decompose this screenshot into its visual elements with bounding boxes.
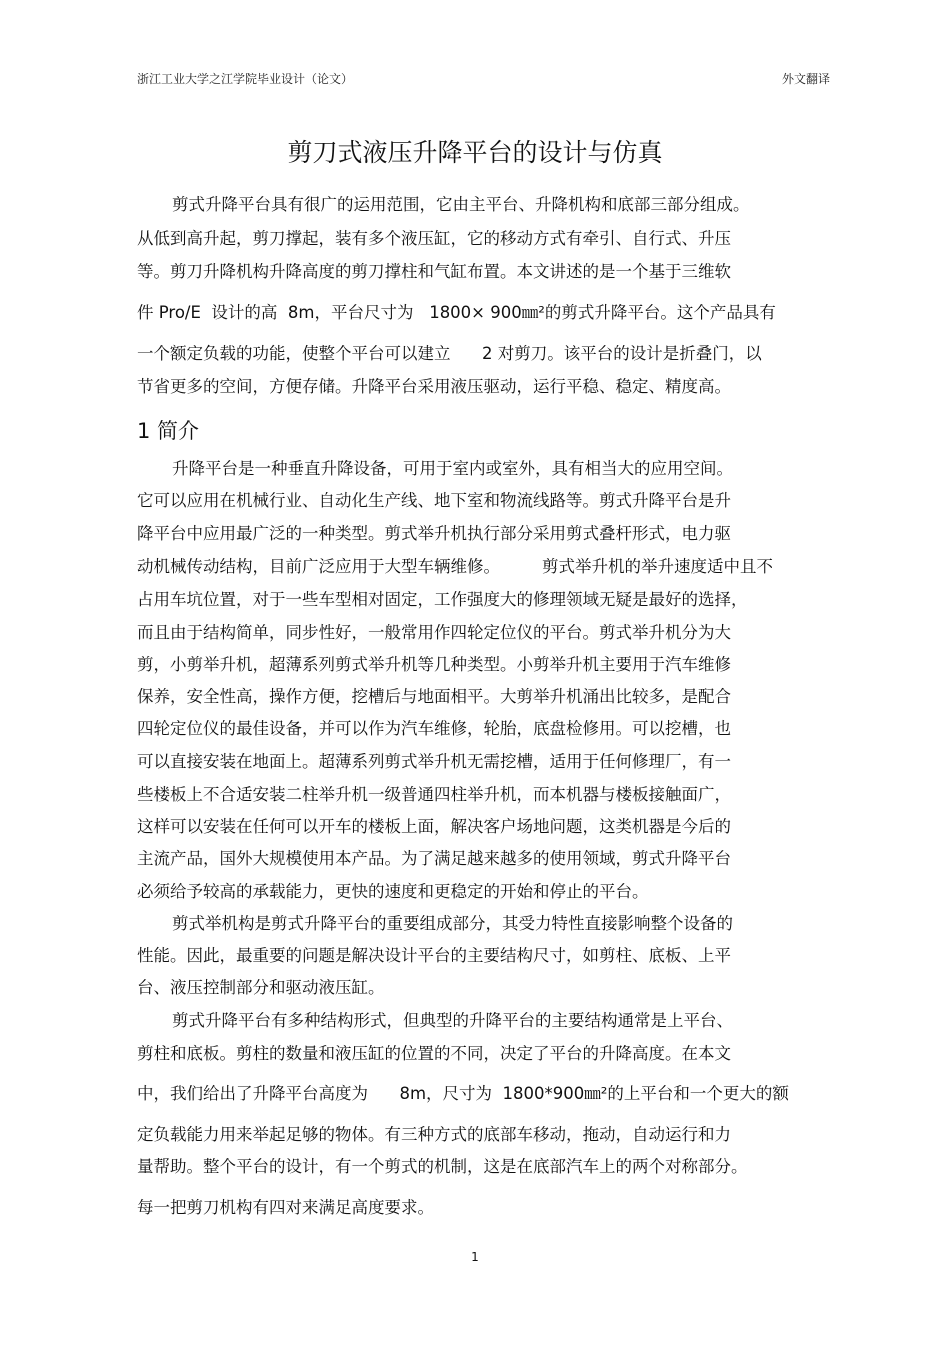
paragraph-line: 主流产品，国外大规模使用本产品。为了满足越来越多的使用领域，剪式升降平台 bbox=[137, 849, 731, 868]
paragraph-line: 必须给予较高的承载能力，更快的速度和更稳定的开始和停止的平台。 bbox=[137, 882, 649, 901]
page-header bbox=[137, 70, 830, 90]
paragraph-line: 定负载能力用来举起足够的物体。有三种方式的底部车移动，拖动，自动运行和力 bbox=[137, 1125, 731, 1144]
header-institution: 浙江工业大学之江学院毕业设计（论文） bbox=[137, 72, 354, 86]
paragraph-line: 些楼板上不合适安装二柱举升机一级普通四柱举升机，而本机器与楼板接触面广， bbox=[137, 785, 731, 804]
paragraph-line: 可以直接安装在地面上。超薄系列剪式举升机无需挖槽，适用于任何修理厂，有一 bbox=[137, 752, 731, 771]
paragraph-line: 剪柱和底板。剪柱的数量和液压缸的位置的不同，决定了平台的升降高度。在本文 bbox=[137, 1044, 731, 1063]
abstract-line: 节省更多的空间，方便存储。升降平台采用液压驱动，运行平稳、稳定、精度高。 bbox=[137, 377, 731, 396]
paragraph-line: 保养，安全性高，操作方便，挖槽后与地面相平。大剪举升机涌出比较多，是配合 bbox=[137, 687, 731, 706]
abstract-line: 件 Pro/E 设计的高 8m，平台尺寸为 1800× 900㎜²的剪式升降平台。这个产品具有 bbox=[137, 303, 776, 322]
paragraph-line: 剪式升降平台有多种结构形式，但典型的升降平台的主要结构通常是上平台、 bbox=[172, 1011, 733, 1030]
paragraph-line: 四轮定位仪的最佳设备，并可以作为汽车维修，轮胎，底盘检修用。可以挖槽，也 bbox=[137, 719, 731, 738]
paragraph-line: 降平台中应用最广泛的一种类型。剪式举升机执行部分采用剪式叠杆形式，电力驱 bbox=[137, 524, 731, 543]
abstract-line: 从低到高升起，剪刀撑起，装有多个液压缸，它的移动方式有牵引、自行式、升压 bbox=[137, 229, 731, 248]
paragraph-line: 动机械传动结构，目前广泛应用于大型车辆维修。 剪式举升机的举升速度适中且不 bbox=[137, 557, 773, 576]
page-title: 剪刀式液压升降平台的设计与仿真 bbox=[287, 138, 663, 167]
paragraph-line: 台、液压控制部分和驱动液压缸。 bbox=[137, 978, 385, 997]
paragraph-line: 它可以应用在机械行业、自动化生产线、地下室和物流线路等。剪式升降平台是升 bbox=[137, 491, 731, 510]
paragraph-line: 这样可以安装在任何可以开车的楼板上面，解决客户场地问题，这类机器是今后的 bbox=[137, 817, 731, 836]
paragraph-line: 每一把剪刀机构有四对来满足高度要求。 bbox=[137, 1198, 434, 1217]
abstract-line: 等。剪刀升降机构升降高度的剪刀撑柱和气缸布置。本文讲述的是一个基于三维软 bbox=[137, 262, 731, 281]
abstract-line: 剪式升降平台具有很广的运用范围，它由主平台、升降机构和底部三部分组成。 bbox=[172, 195, 750, 214]
page-number: 1 bbox=[471, 1250, 479, 1264]
paragraph-line: 中，我们给出了升降平台高度为 8m，尺寸为 1800*900㎜²的上平台和一个更大的额 bbox=[137, 1084, 789, 1103]
paragraph-line: 而且由于结构简单，同步性好，一般常用作四轮定位仪的平台。剪式举升机分为大 bbox=[137, 623, 731, 642]
paragraph-line: 剪式举机构是剪式升降平台的重要组成部分，其受力特性直接影响整个设备的 bbox=[172, 914, 733, 933]
paragraph-line: 量帮助。整个平台的设计，有一个剪式的机制，这是在底部汽车上的两个对称部分。 bbox=[137, 1157, 748, 1176]
paragraph-line: 性能。因此，最重要的问题是解决设计平台的主要结构尺寸，如剪柱、底板、上平 bbox=[137, 946, 731, 965]
paragraph-line: 剪，小剪举升机，超薄系列剪式举升机等几种类型。小剪举升机主要用于汽车维修 bbox=[137, 655, 731, 674]
paragraph-line: 升降平台是一种垂直升降设备，可用于室内或室外，具有相当大的应用空间。 bbox=[172, 459, 733, 478]
abstract-line: 一个额定负载的功能，使整个平台可以建立 2 对剪刀。该平台的设计是折叠门，以 bbox=[137, 344, 762, 363]
paragraph-line: 占用车坑位置，对于一些车型相对固定，工作强度大的修理领域无疑是最好的选择， bbox=[137, 590, 748, 609]
header-doc-type: 外文翻译 bbox=[781, 72, 830, 86]
section-heading: 1 简介 bbox=[137, 419, 200, 443]
